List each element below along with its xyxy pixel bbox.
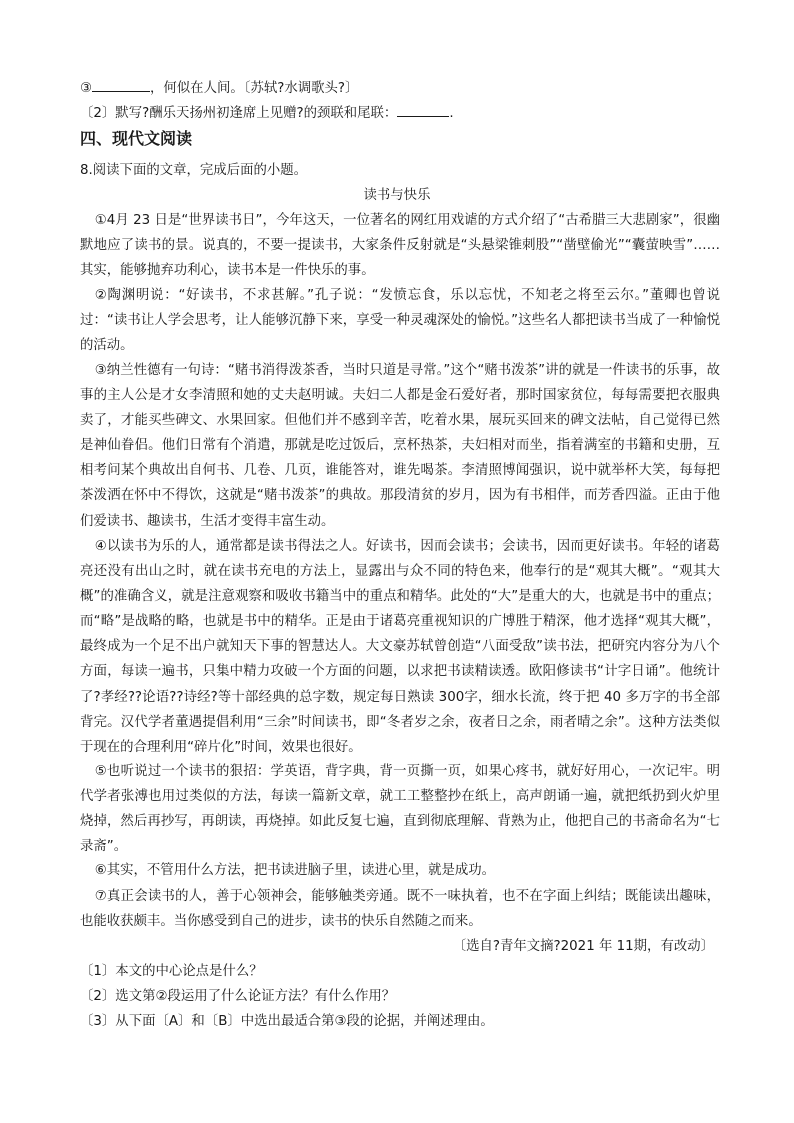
item-text: ，何似在人间。〔苏轼?水调歌头?〕 (150, 81, 359, 96)
item-text: 〔2〕默写?酬乐天扬州初逢席上见赠?的颈联和尾联： (80, 106, 398, 121)
question-instruction: 8.阅读下面的文章，完成后面的小题。 (80, 163, 308, 178)
item-number: ③ (80, 81, 93, 96)
poem-recite-item-2 (80, 101, 720, 126)
item-end: . (449, 106, 454, 121)
article-paragraph-7: ⑦真正会读书的人，善于心领神会，能够触类旁通。既不一味执着，也不在字面上纠结；既能读出趣味，也能收获颇丰。当你感受到自己的进步，读书的快乐自然随之而来。 (80, 889, 720, 930)
article-paragraph-3: ③纳兰性德有一句诗：“赌书消得泼茶香，当时只道是寻常。”这个“赌书泼茶”讲的就是一件读书的乐事，故事的主人公是才女李清照和她的丈夫赵明诚。夫妇二人都是金石爱好者，那时国家贫位，每每需要把衣服典卖了，才能买些碑文、水果回家。但他们并不感到辛苦，吃着水果，展玩买回来的碑文法帖，自己觉得已然是神仙眷侣。他们日常有个消遣，那就是吃过饭后，烹杯热茶，夫妇相对而坐，指着满室的书籍和史册，互相考问某个典故出自何书、几卷、几页，谁能答对，谁先喝茶。李清照博闻强识，说中就举杯大笑，每每把茶泼洒在怀中不得饮，这就是“赌书泼茶”的典故。那段清贫的岁月，因为有书相伴，而芳香四溢。正由于他们爱读书、趣读书，生活才变得丰富生动。 (80, 363, 720, 529)
answer-blank[interactable] (397, 103, 449, 117)
article-paragraph-5: ⑤也听说过一个读书的狠招：学英语，背字典，背一页撕一页，如果心疼书，就好好用心，一次记牢。明代学者张溥也用过类似的方法，每读一篇新文章，就工工整整抄在纸上，高声朗诵一遍，就把纸扔到火炉里烧掉，然后再抄写，再朗读，再烧掉。如此反复七遍，直到彻底理解、背熟为止，他把自己的书斋命名为“七录斋”。 (80, 764, 720, 855)
article-paragraph-2: ②陶渊明说：“好读书，不求甚解。”孔子说：“发愤忘食，乐以忘忧，不知老之将至云尔。”董卿也曾说过：“读书让人学会思考，让人能够沉静下来，享受一种灵魂深处的愉悦。”这些名人都把读书当成了一种愉悦的活动。 (80, 288, 720, 354)
article-source: 〔选自?青年文摘?2021 年 11期，有改动〕 (452, 939, 714, 954)
article-paragraph-4: ④以读书为乐的人，通常都是读书得法之人。好读书，因而会读书；会读书，因而更好读书。年轻的诸葛亮还没有出山之时，就在读书充电的方法上，显露出与众不同的特色来，他奉行的是“观其大概”。“观其大概”的准确含义，就是注意观察和吸收书籍当中的重点和精华。此处的“大”是重大的大，也就是书中的重点；而“略”是战略的略，也就是书中的精华。正是由于诸葛亮重视知识的广博胜于精深，他才选择“观其大概”，最终成为一个足不出户就知天下事的智慧达人。大文豪苏轼曾创造“八面受敌”读书法，把研究内容分为八个方面，每读一遍书，只集中精力攻破一个方面的问题，以求把书读精读透。欧阳修读书“计字日诵”。他统计了?孝经??论语??诗经?等十部经典的总字数，规定每日熟读 300字，细水长流，终于把 40 多万字的书全部背完。汉代学者董遇提倡利用“三余”时间读书，即“冬者岁之余，夜者日之余，雨者晴之余”。这种方法类似于现在的合理利用“碎片化”时间，效果也很好。 (80, 539, 720, 755)
answer-blank[interactable] (92, 78, 150, 92)
sub-question-3: 〔3〕从下面〔A〕和〔B〕中选出最适合第③段的论据，并阐述理由。 (80, 1014, 494, 1029)
sub-question-1: 〔1〕本文的中心论点是什么？ (80, 964, 263, 979)
poem-fill-item-3 (80, 76, 720, 101)
article-title: 读书与快乐 (363, 188, 431, 203)
section-heading: 四、现代文阅读 (80, 129, 193, 148)
sub-question-2: 〔2〕选文第②段运用了什么论证方法？有什么作用？ (80, 989, 396, 1004)
article-paragraph-1: ①4月 23 日是“世界读书日”，今年这天，一位著名的网红用戏谑的方式介绍了“古希腊三大悲剧家”，很幽默地应了读书的景。说真的，不要一提读书，大家条件反射就是“头悬梁锥刺股”“凿壁偷光”“囊萤映雪”……其实，能够抛弃功利心，读书本是一件快乐的事。 (80, 213, 720, 279)
article-paragraph-6: ⑥其实，不管用什么方法，把书读进脑子里，读进心里，就是成功。 (94, 863, 496, 878)
